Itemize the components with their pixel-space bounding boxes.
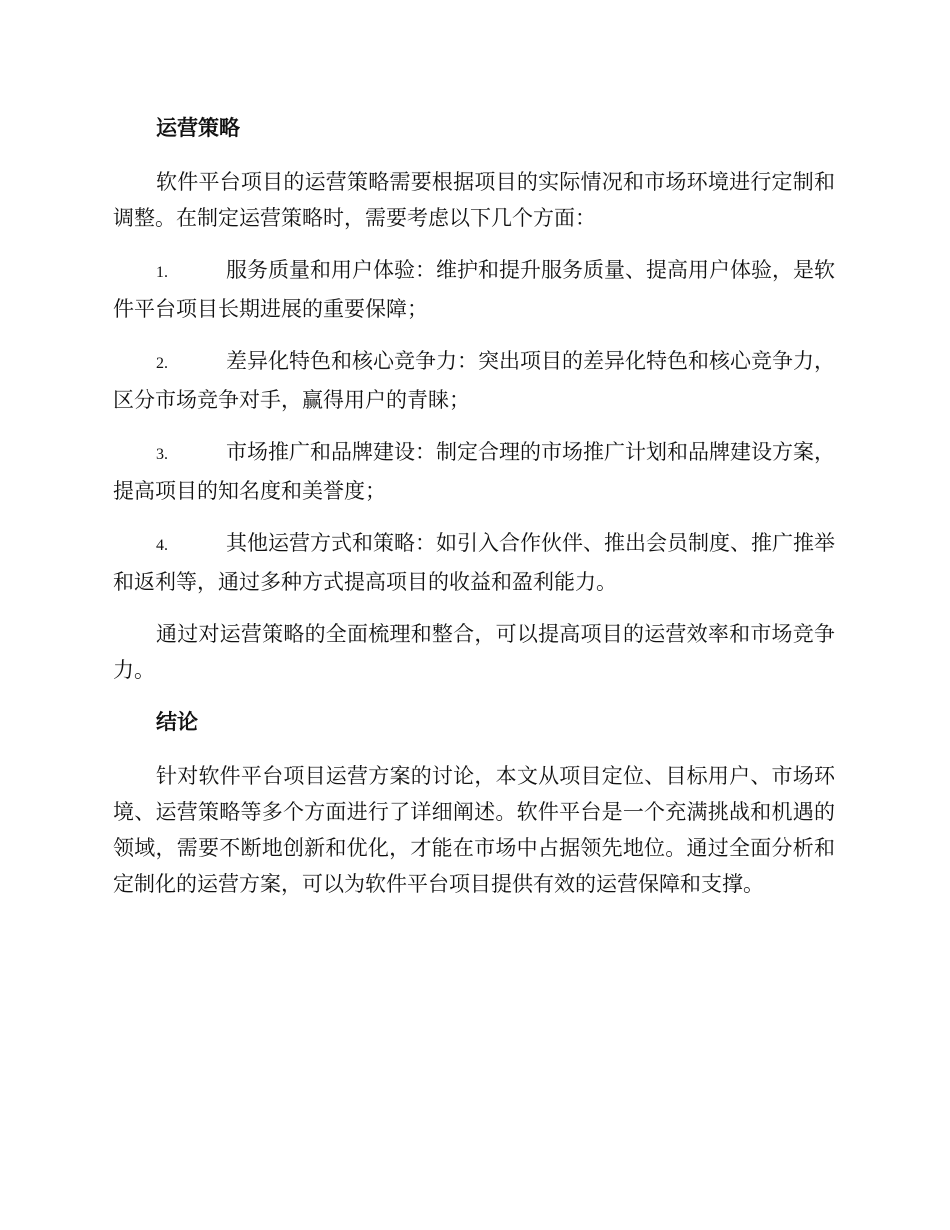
section-heading-strategy: 运营策略 (156, 115, 240, 140)
list-number: 2. (156, 355, 168, 372)
list-item (113, 525, 835, 600)
list-item-text: 差异化特色和核心竞争力：突出项目的差异化特色和核心竞争力，区分市场竞争对手，赢得用户的青睐； (113, 349, 835, 412)
list-item-text: 其他运营方式和策略：如引入合作伙伴、推出会员制度、推广推举和返利等，通过多种方式提高项目的收益和盈利能力。 (113, 531, 835, 594)
list-number: 3. (156, 446, 168, 463)
strategy-intro-paragraph: 软件平台项目的运营策略需要根据项目的实际情况和市场环境进行定制和调整。在制定运营策略时，需要考虑以下几个方面： (113, 170, 835, 230)
list-number: 4. (156, 537, 168, 554)
conclusion-paragraph: 针对软件平台项目运营方案的讨论，本文从项目定位、目标用户、市场环境、运营策略等多个方面进行了详细阐述。软件平台是一个充满挑战和机遇的领域，需要不断地创新和优化，才能在市场中占据领先地位。通过全面分析和定制化的运营方案，可以为软件平台项目提供有效的运营保障和支撑。 (113, 764, 835, 896)
list-item-text: 市场推广和品牌建设：制定合理的市场推广计划和品牌建设方案，提高项目的知名度和美誉度； (113, 440, 835, 503)
list-number: 1. (156, 264, 168, 281)
list-item (113, 434, 835, 509)
list-item (113, 343, 835, 418)
list-item (113, 252, 835, 327)
list-item-text: 服务质量和用户体验：维护和提升服务质量、提高用户体验，是软件平台项目长期进展的重要保障； (113, 258, 835, 321)
section-heading-conclusion: 结论 (156, 709, 198, 734)
document-page (113, 110, 835, 918)
strategy-closing-paragraph: 通过对运营策略的全面梳理和整合，可以提高项目的运营效率和市场竞争力。 (113, 622, 835, 682)
